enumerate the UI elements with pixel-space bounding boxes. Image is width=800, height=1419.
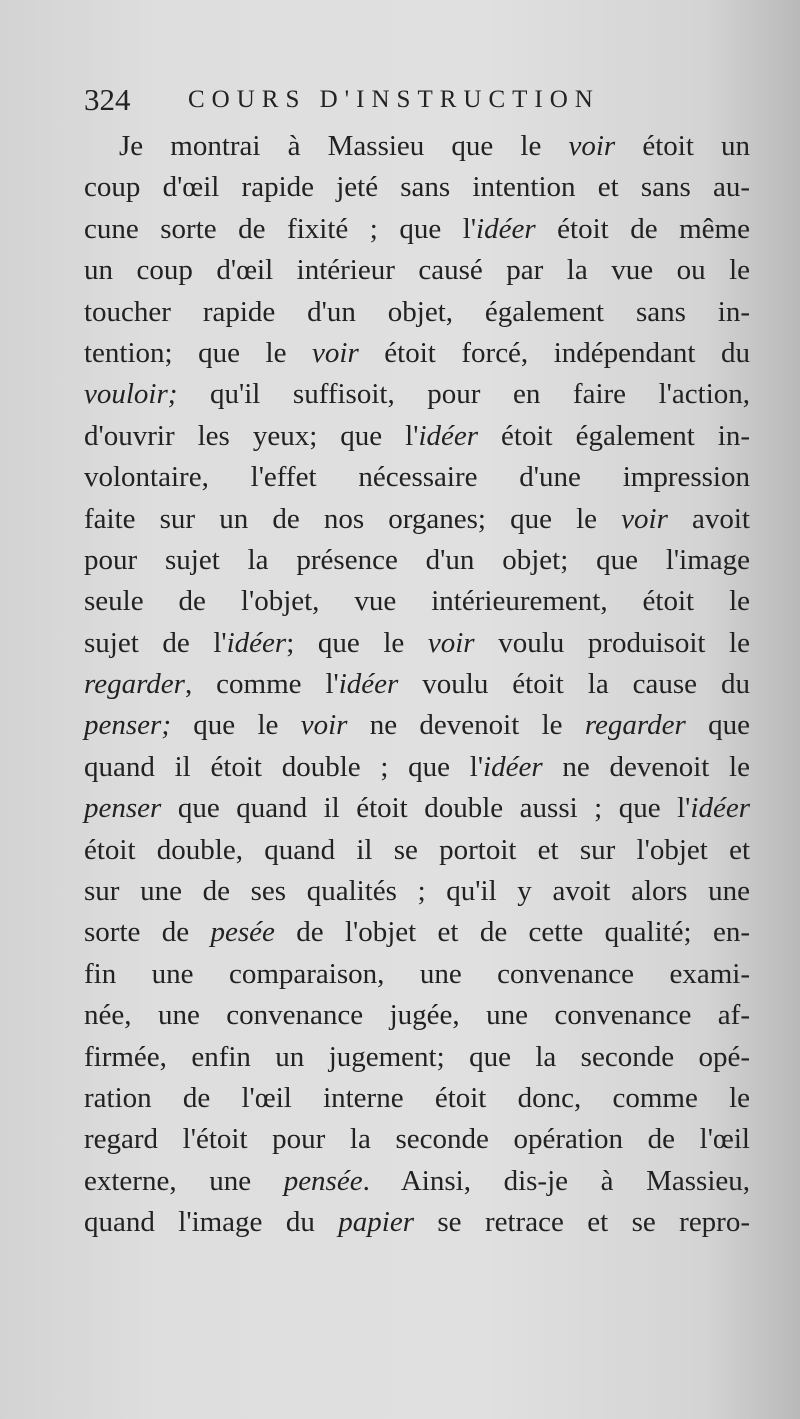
italic-term: idéer	[418, 419, 479, 452]
italic-term: regarder	[584, 709, 686, 742]
italic-term: penser;	[84, 709, 171, 742]
text-line	[84, 1119, 750, 1160]
text-line	[84, 664, 750, 705]
text-run: ; que le	[286, 626, 428, 659]
text-run: sorte de	[84, 916, 211, 949]
text-run: ration de l'œil interne étoit donc, comme le	[84, 1081, 750, 1114]
text-line	[84, 705, 750, 746]
italic-term: pensée	[283, 1164, 363, 1197]
text-run: fin une comparaison, une convenance exami-	[84, 957, 750, 990]
italic-term: voir	[312, 336, 359, 369]
text-run: qu'il suffisoit, pour en faire l'action,	[177, 378, 750, 411]
italic-term: pesée	[210, 916, 275, 949]
text-run: regard l'étoit pour la seconde opération de l'œil	[84, 1123, 750, 1156]
text-run: firmée, enfin un jugement; que la seconde opé-	[84, 1040, 750, 1073]
text-run: sur une de ses qualités ; qu'il y avoit alors une	[84, 875, 750, 908]
italic-term: idéer	[483, 750, 543, 783]
italic-term: voir	[427, 626, 475, 659]
text-run: étoit un	[615, 130, 751, 162]
text-line	[84, 250, 750, 291]
text-run: quand l'image du	[84, 1206, 339, 1239]
text-line	[84, 623, 750, 664]
text-run: étoit double, quand il se portoit et sur l'objet et	[84, 833, 750, 866]
text-line	[84, 416, 750, 457]
italic-term: voir	[621, 502, 668, 535]
text-run: ne devenoit le	[347, 709, 585, 742]
text-run: volontaire, l'effet nécessaire d'une impression	[84, 461, 750, 494]
italic-term: voir	[568, 130, 616, 162]
italic-term: regarder	[84, 668, 185, 701]
text-run: sujet de l'	[84, 626, 227, 659]
italic-term: idéer	[476, 212, 536, 245]
text-line	[84, 1078, 750, 1119]
text-run: que quand il étoit double aussi ; que l'	[161, 792, 691, 825]
text-run: que le	[170, 709, 301, 742]
text-line	[84, 912, 750, 953]
italic-term: papier	[338, 1206, 414, 1239]
running-title: COURS D'INSTRUCTION	[188, 86, 600, 113]
text-run: . Ainsi, dis-je à Massieu,	[362, 1164, 751, 1197]
body-text	[84, 126, 750, 1244]
text-line	[84, 292, 750, 333]
text-run: d'ouvrir les yeux; que l'	[84, 419, 419, 452]
text-run: se retrace et se repro-	[413, 1206, 750, 1239]
text-run: Je montrai à Massieu que le	[119, 130, 569, 162]
text-line	[84, 788, 750, 829]
text-run: étoit de même	[535, 212, 750, 245]
text-run: que	[685, 709, 750, 742]
italic-term: penser	[84, 792, 162, 825]
text-run: de l'objet et de cette qualité; en-	[274, 916, 750, 949]
text-line	[84, 167, 750, 208]
text-run: voulu produisoit le	[474, 626, 750, 659]
text-run: étoit également in-	[478, 419, 750, 452]
text-run: externe, une	[84, 1164, 284, 1197]
text-line	[84, 126, 750, 167]
text-run: tention; que le	[84, 336, 313, 369]
text-run: ne devenoit le	[542, 750, 750, 783]
text-line	[84, 457, 750, 498]
text-line	[84, 540, 750, 581]
text-line	[84, 1037, 750, 1078]
text-run: pour sujet la présence d'un objet; que l'image	[84, 543, 750, 576]
text-line	[84, 1161, 750, 1202]
page-number: 324	[84, 82, 131, 117]
text-line	[84, 581, 750, 622]
text-line	[84, 995, 750, 1036]
text-line	[84, 374, 750, 415]
text-run: née, une convenance jugée, une convenance af-	[84, 999, 750, 1032]
text-line	[84, 1202, 750, 1243]
text-run: un coup d'œil intérieur causé par la vue ou le	[84, 254, 750, 287]
italic-term: idéer	[690, 792, 750, 825]
italic-term: idéer	[338, 668, 399, 701]
italic-term: voir	[300, 709, 348, 742]
text-run: toucher rapide d'un objet, également sans in-	[84, 295, 750, 328]
italic-term: vouloir;	[84, 378, 178, 411]
text-run: coup d'œil rapide jeté sans intention et sans au-	[84, 171, 750, 204]
text-run: faite sur un de nos organes; que le	[84, 502, 622, 535]
text-line	[84, 747, 750, 788]
text-line	[84, 954, 750, 995]
running-head	[84, 76, 750, 124]
text-run: seule de l'objet, vue intérieurement, étoit le	[84, 585, 750, 618]
text-run: cune sorte de fixité ; que l'	[84, 212, 477, 245]
text-run: , comme l'	[184, 668, 339, 701]
text-run: voulu étoit la cause du	[398, 668, 751, 701]
text-line	[84, 871, 750, 912]
italic-term: idéer	[226, 626, 287, 659]
text-line	[84, 499, 750, 540]
text-line	[84, 830, 750, 871]
text-run: avoit	[667, 502, 750, 535]
text-run: quand il étoit double ; que l'	[84, 750, 484, 783]
text-run: étoit forcé, indépendant du	[358, 336, 750, 369]
text-line	[84, 333, 750, 374]
text-line	[84, 209, 750, 250]
